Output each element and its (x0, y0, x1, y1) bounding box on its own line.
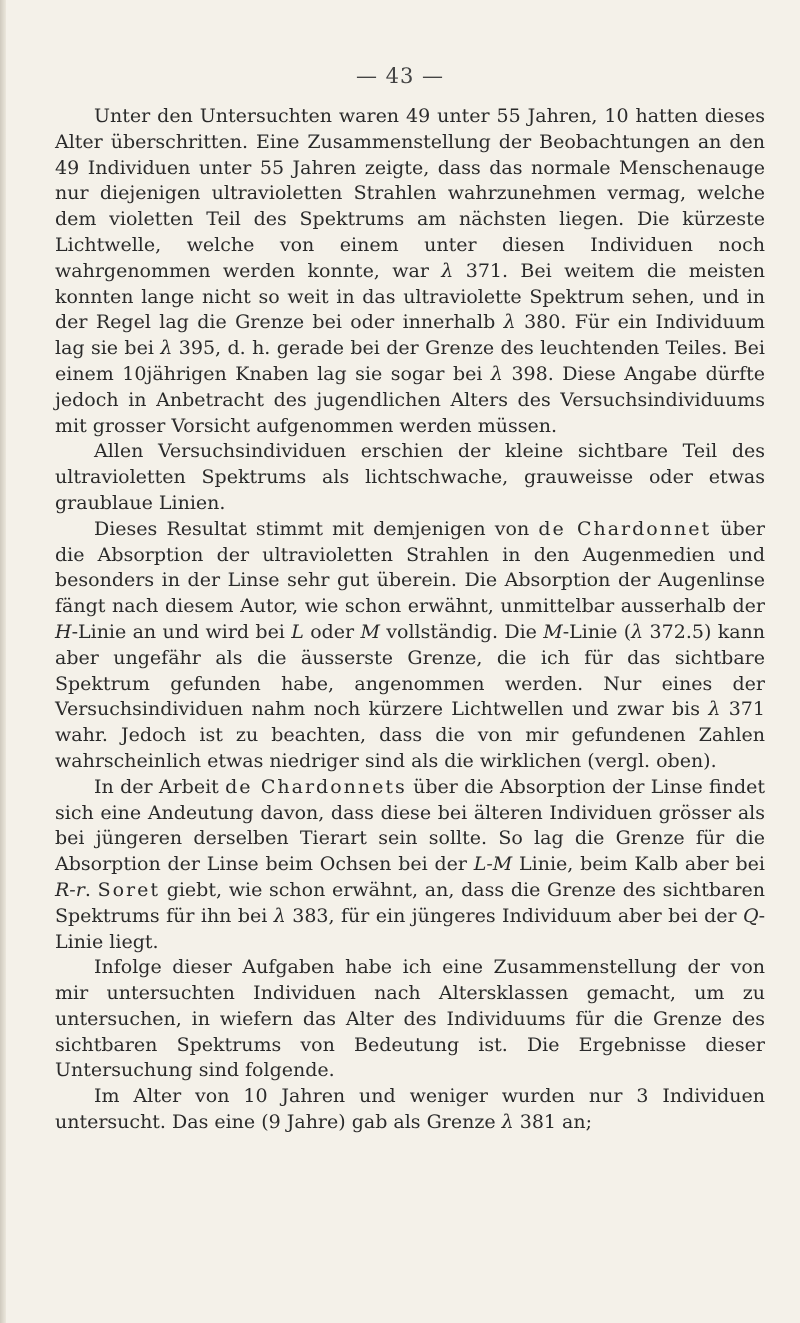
math-symbol: λ (708, 698, 721, 721)
math-symbol: M (360, 620, 380, 643)
text-run: 371 wahr. Jedoch ist zu beachten, dass die von mir gefundenen Zahlen wahrscheinlich etwas niedriger sind als die wirklichen (vergl. oben). (55, 698, 765, 772)
math-symbol: Q (743, 904, 759, 927)
paragraph (55, 104, 765, 439)
text-run: 372.5) kann aber ungefähr als die äusserste Grenze, die ich für das sichtbare Spektrum gefunden habe, angenommen werden. Nur eines der Versuchsindividuen nahm noch kürzere Lichtwellen und zwar bis (55, 620, 766, 721)
text-run: über die Absorption der Linse findet sich eine Andeutung davon, dass diese bei älteren Individuen grösser als bei jüngeren derselben Tierart sein sollte. So lag die Grenze für die Absorption der Linse beim Ochsen bei der (55, 775, 765, 876)
text-run: Infolge dieser Aufgaben habe ich eine Zusammenstellung der von mir untersuchten Individuen nach Altersklassen gemacht, um zu untersuchen, in wiefern das Alter des Individuums für die Grenze des sichtbaren Spektrums von Bedeutung ist. Die Ergebnisse dieser Untersuchung sind folgende. (55, 956, 765, 1082)
math-symbol: λ (273, 904, 286, 927)
text-run: 383, für ein jüngeres Individuum aber bei der (285, 904, 744, 927)
text-run: giebt, wie schon erwähnt, an, dass die Grenze des sichtbaren Spektrums für ihn bei (55, 878, 765, 927)
author-name: de Chardonnet (538, 517, 712, 540)
text-run: Allen Versuchsindividuen erschien der kleine sichtbare Teil des ultravioletten Spektrums als lichtschwache, grauweisse oder etwas graublaue Linien. (55, 440, 765, 514)
author-name: Soret (97, 878, 160, 901)
text-run: über die Absorption der ultravioletten Strahlen in den Augenmedien und besonders in der Linse sehr gut überein. Die Absorption der Augenlinse fängt nach diesem Autor, wie schon erwähnt, unmittelbar ausserhalb der (55, 517, 765, 618)
text-run: 395, d. h. gerade bei der Grenze des leuchtenden Teiles. Bei einem 10jährigen Knaben lag sie sogar bei (55, 337, 765, 385)
math-symbol: λ (441, 259, 454, 282)
math-symbol: L (291, 620, 304, 643)
math-symbol: λ (160, 337, 173, 360)
paragraph (55, 1084, 765, 1136)
text-run: -Linie liegt. (55, 904, 766, 953)
text-run: -Linie ( (562, 620, 632, 643)
text-run: 371. Bei weitem die meisten konnten lange nicht so weit in das ultraviolette Spektrum sehen, und in der Regel lag die Grenze bei oder innerhalb (55, 259, 766, 334)
text-run: oder (303, 620, 361, 643)
text-run: Dieses Resultat stimmt mit demjenigen von (94, 517, 539, 540)
math-symbol: L-M (473, 853, 513, 876)
math-symbol: λ (503, 311, 516, 334)
text-run: Unter den Untersuchten waren 49 unter 55 Jahren, 10 hatten dieses Alter überschritten. Eine Zusammenstellung der Beobachtungen an den 49 Individuen unter 55 Jahren zeigte, dass das normale Menschenauge nur diejenigen ultravioletten Strahlen wahrzunehmen vermag, welche dem violetten Teil des Spektrums am nächsten liegen. Die kürzeste Lichtwelle, welche von einem unter diesen Individuen noch wahrgenommen werden konnte, war (55, 105, 765, 282)
text-run: 380. Für ein Individuum lag sie bei (55, 311, 766, 360)
math-symbol: λ (490, 362, 503, 385)
paragraph (55, 439, 765, 516)
math-symbol: H (55, 620, 72, 643)
body-text (55, 104, 765, 1136)
text-run: vollständig. Die (379, 620, 544, 643)
page-number: — 43 — (355, 64, 445, 88)
text-run: Im Alter von 10 Jahren und weniger wurden nur 3 Individuen untersucht. Das eine (9 Jahre) gab als Grenze (55, 1085, 765, 1134)
text-run: In der Arbeit (94, 775, 226, 798)
math-symbol: R-r (55, 878, 85, 901)
text-run: -Linie an und wird bei (71, 620, 292, 643)
paragraph (55, 955, 765, 1084)
text-run: 398. Diese Angabe dürfte jedoch in Anbetracht des jugendlichen Alters des Versuchsindividuums mit grosser Vorsicht aufgenommen werden müssen. (55, 362, 765, 437)
paragraph (55, 517, 765, 775)
text-run: Linie, beim Kalb aber bei (512, 853, 765, 876)
math-symbol: λ (501, 1111, 514, 1134)
text-run: 381 an; (513, 1111, 592, 1134)
text-run: . (84, 878, 98, 901)
page-edge (0, 0, 6, 1323)
math-symbol: M (543, 620, 563, 643)
math-symbol: λ (631, 620, 644, 643)
paragraph (55, 775, 765, 956)
author-name: de Chardonnets (225, 775, 407, 798)
